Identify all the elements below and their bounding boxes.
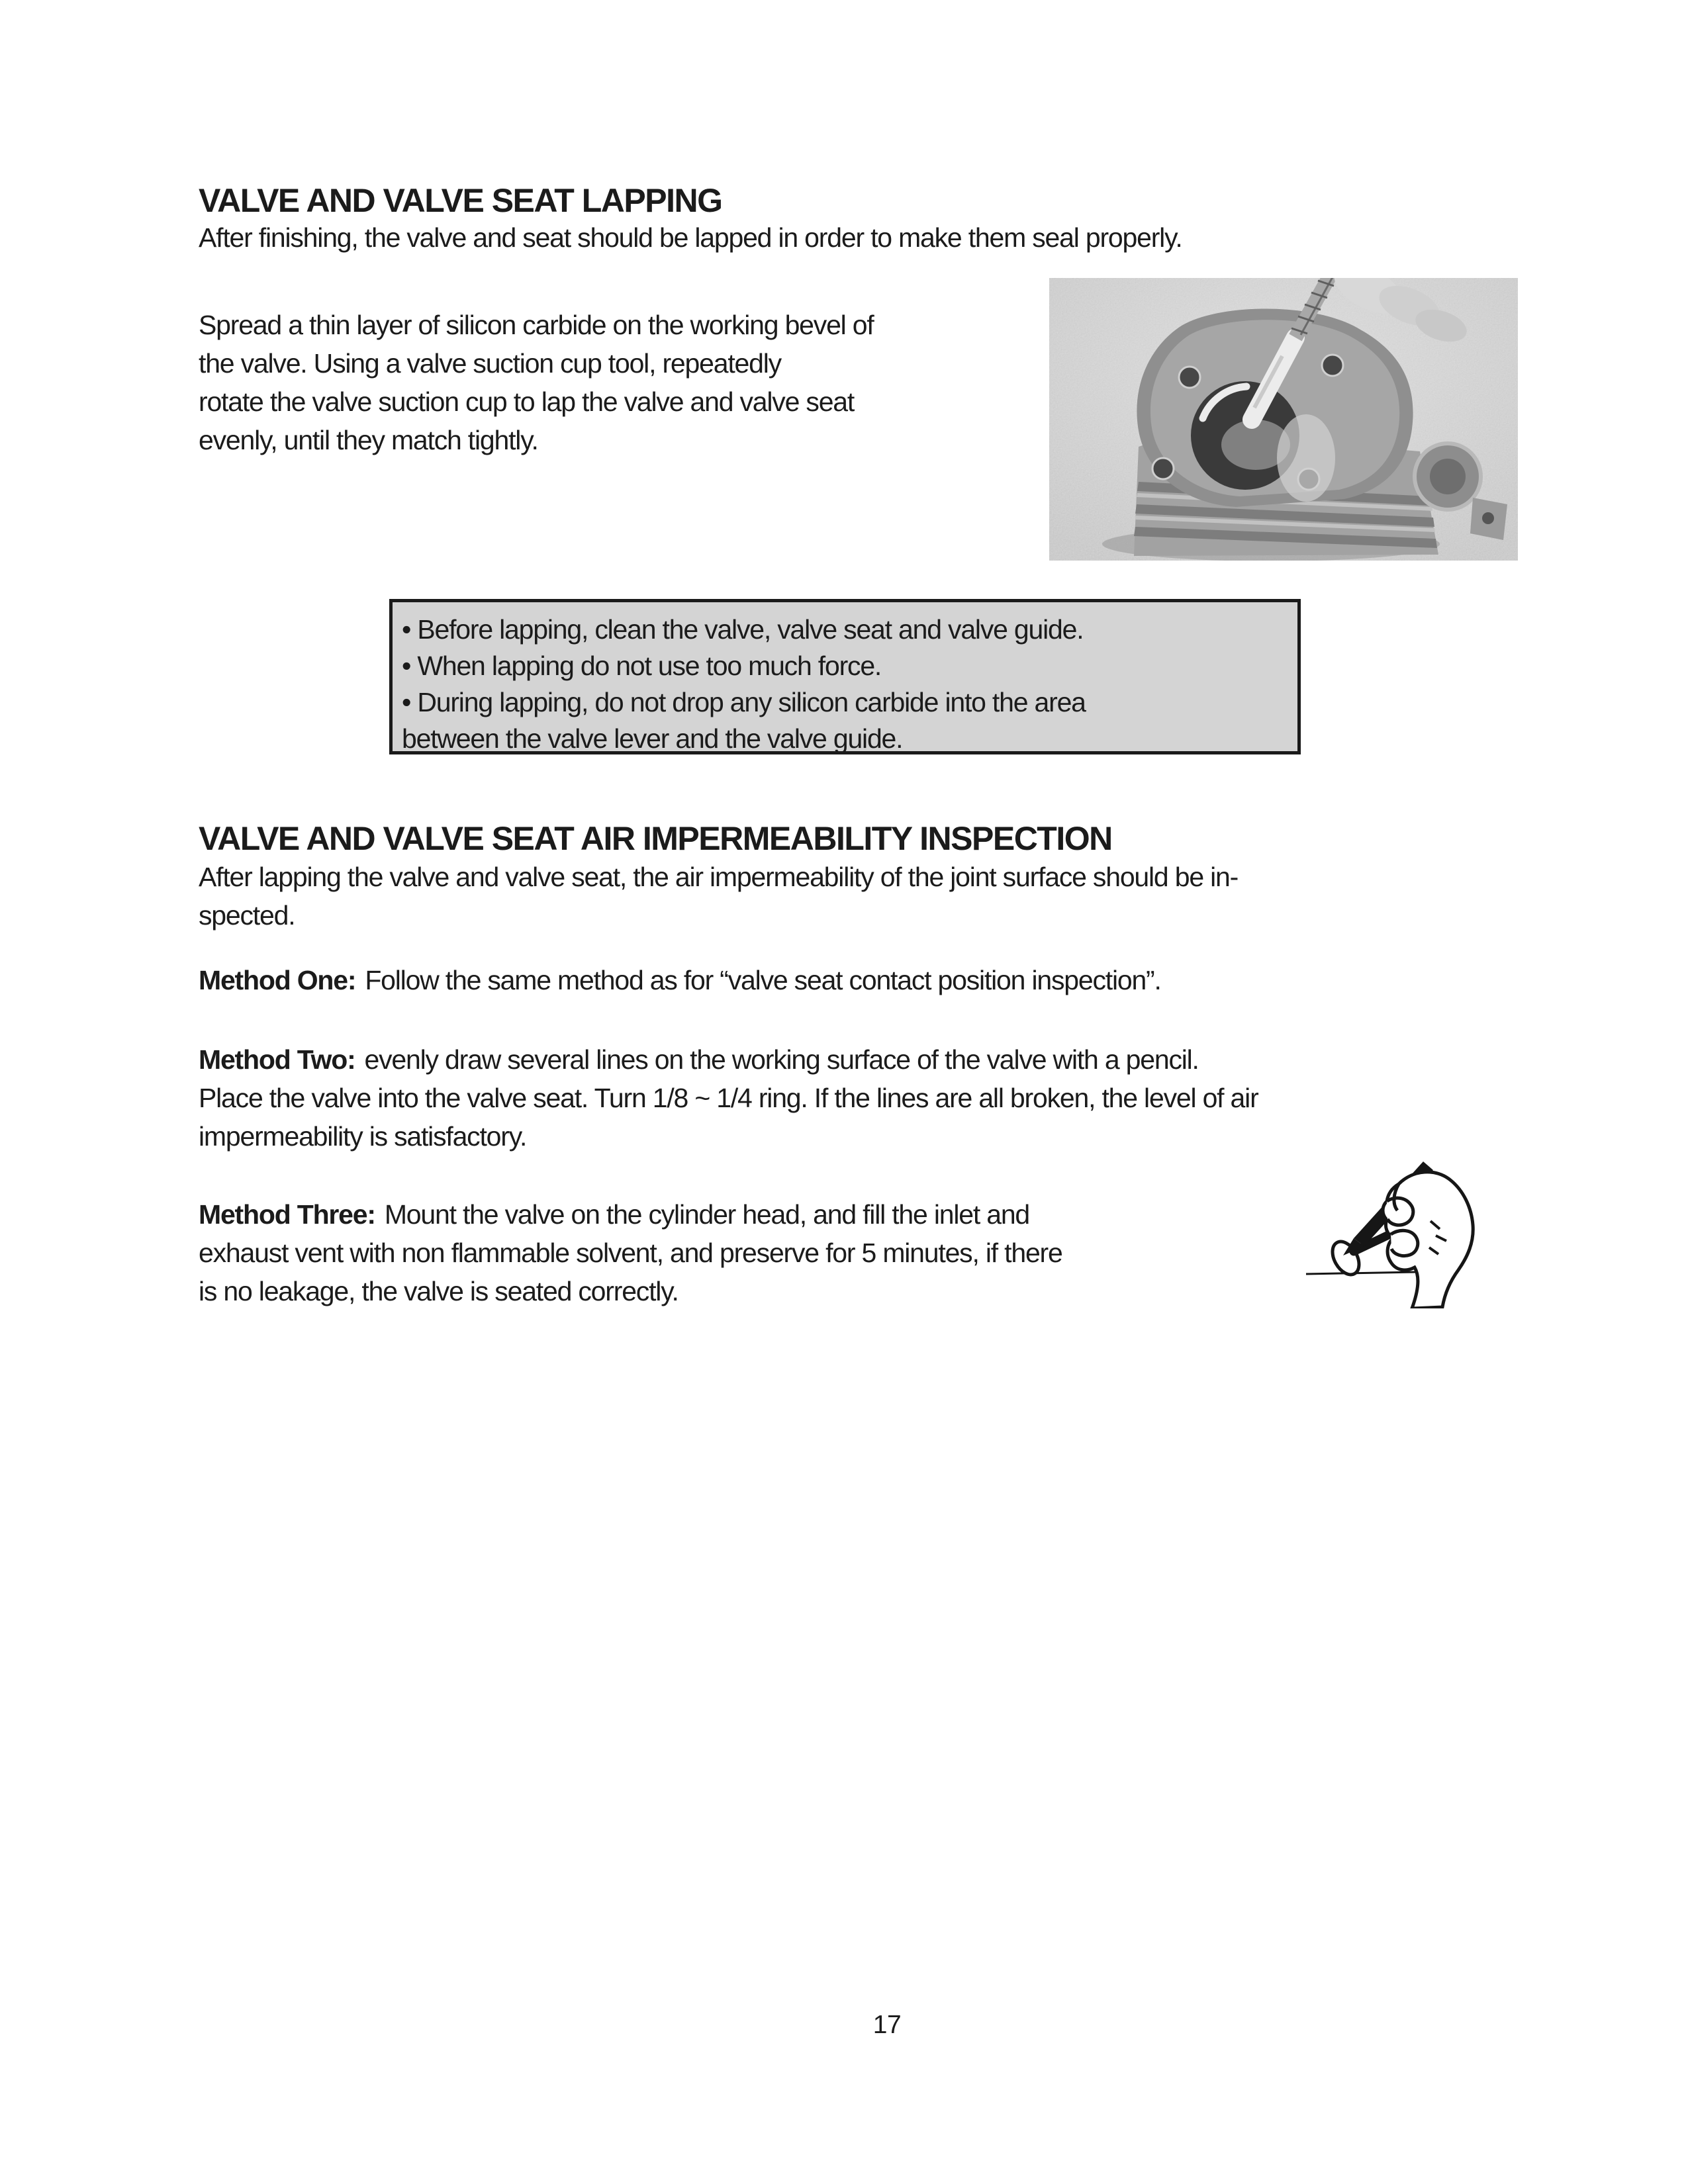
method-three-paragraph — [199, 1195, 1062, 1310]
method-one-label: Method One: — [199, 965, 356, 995]
valve-lapping-photo-graphic — [1049, 278, 1518, 561]
method-two-label: Method Two: — [199, 1044, 355, 1075]
page-number: 17 — [872, 2011, 902, 2039]
lapping-intro: After finishing, the valve and seat should be lapped in order to make them seal properly. — [199, 222, 1182, 253]
note-line: • When lapping do not use too much force. — [402, 651, 882, 681]
valve-lapping-photo — [1049, 278, 1518, 561]
text-line: Place the valve into the valve seat. Turn 1/8 ~ 1/4 ring. If the lines are all broken, the level of air — [199, 1083, 1258, 1113]
note-line: between the valve lever and the valve guide. — [402, 723, 903, 754]
text-line: the valve. Using a valve suction cup tool, repeatedly — [199, 348, 781, 379]
section-title-lapping: VALVE AND VALVE SEAT LAPPING — [199, 182, 722, 219]
text-line: rotate the valve suction cup to lap the valve and valve seat — [199, 387, 855, 417]
text-line: Spread a thin layer of silicon carbide on the working bevel of — [199, 310, 874, 340]
pencil-hand-illustration-graphic — [1288, 1142, 1498, 1308]
method-two-paragraph — [199, 1040, 1258, 1156]
method-three-label: Method Three: — [199, 1199, 375, 1230]
text-line: evenly, until they match tightly. — [199, 425, 538, 455]
text-line: is no leakage, the valve is seated correctly. — [199, 1276, 679, 1306]
inspection-intro-paragraph — [199, 858, 1238, 934]
pencil-hand-illustration — [1288, 1142, 1498, 1308]
method-one-paragraph — [199, 961, 1161, 999]
note-line: • Before lapping, clean the valve, valve seat and valve guide. — [402, 614, 1084, 645]
text-line: evenly draw several lines on the working surface of the valve with a pencil. — [364, 1044, 1199, 1075]
section-title-inspection: VALVE AND VALVE SEAT AIR IMPERMEABILITY INSPECTION — [199, 820, 1112, 857]
note-line: • During lapping, do not drop any silicon carbide into the area — [402, 687, 1086, 717]
text-line: Mount the valve on the cylinder head, and fill the inlet and — [384, 1199, 1030, 1230]
text-line: spected. — [199, 900, 295, 931]
text-line: exhaust vent with non flammable solvent, and preserve for 5 minutes, if there — [199, 1238, 1062, 1268]
text-line: After lapping the valve and valve seat, the air impermeability of the joint surface should be in- — [199, 862, 1239, 892]
text-line: Follow the same method as for “valve seat contact position inspection”. — [365, 965, 1161, 995]
lapping-body-paragraph — [199, 306, 874, 459]
lapping-caution-note-box — [389, 599, 1301, 754]
text-line: impermeability is satisfactory. — [199, 1121, 527, 1152]
